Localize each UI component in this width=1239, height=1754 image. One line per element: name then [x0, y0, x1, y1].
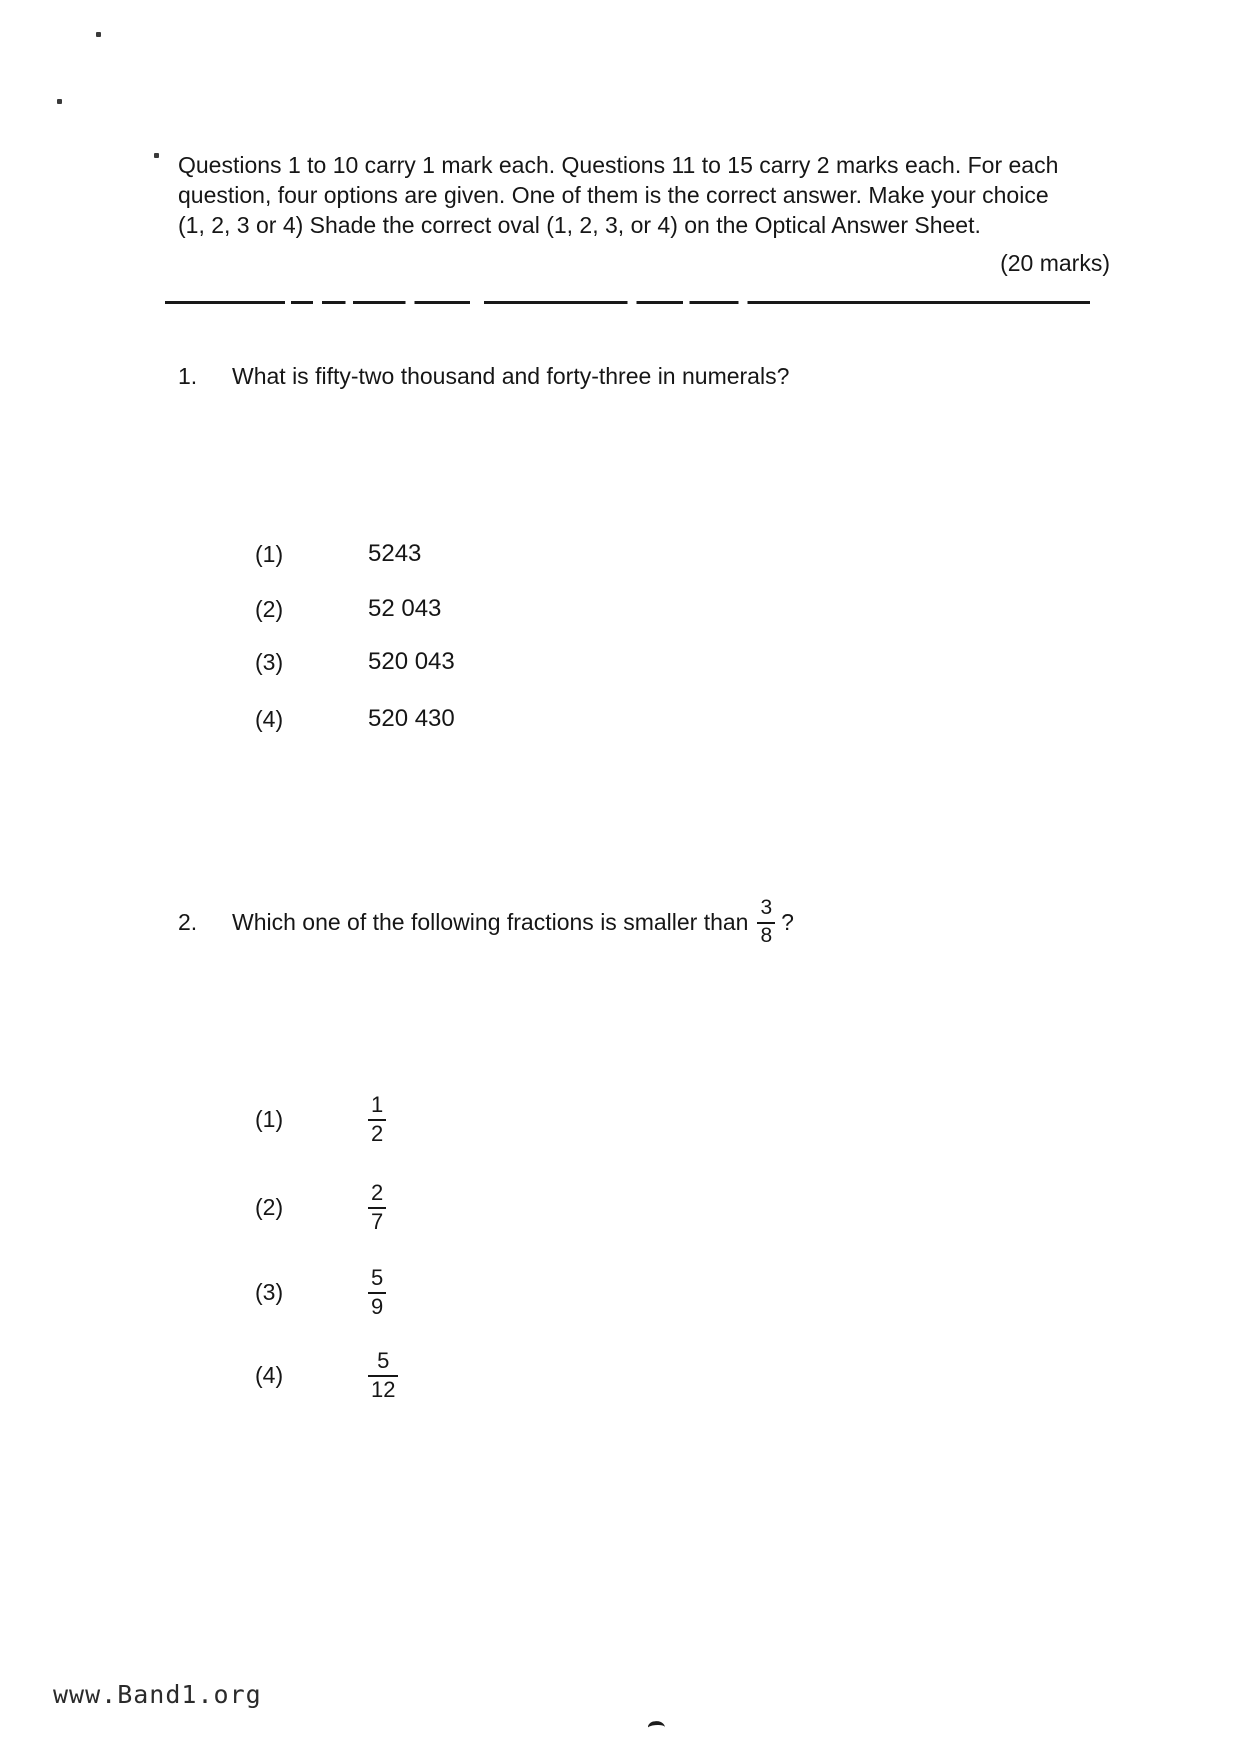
- q1-option-4: [255, 705, 455, 733]
- fraction-denominator: 7: [368, 1207, 386, 1234]
- option-label: (3): [255, 1279, 284, 1305]
- instructions-line-2: question, four options are given. One of them is the correct answer. Make your choice: [178, 182, 1049, 208]
- q1-option-1: [255, 540, 421, 568]
- fraction-five-twelfths: [368, 1349, 398, 1402]
- option-label: (4): [255, 1362, 284, 1388]
- scan-smudge: [647, 1720, 665, 1735]
- question-2: [178, 890, 794, 954]
- option-value: 520 043: [368, 648, 455, 675]
- fraction-numerator: 3: [760, 895, 773, 919]
- fraction-numerator: 1: [371, 1091, 384, 1117]
- scan-speck: [154, 153, 159, 158]
- q2-option-2: [255, 1175, 386, 1239]
- q2-option-3: [255, 1260, 386, 1324]
- instructions-block: [178, 150, 1110, 278]
- option-label: (2): [255, 1194, 284, 1220]
- fraction-five-ninths: [368, 1266, 386, 1319]
- option-label: (3): [255, 649, 284, 675]
- option-value: 52 043: [368, 595, 442, 622]
- question-1-number: 1.: [178, 363, 198, 389]
- scan-speck: [57, 99, 62, 104]
- q2-option-1: [255, 1087, 386, 1151]
- watermark-url: www.Band1.org: [53, 1680, 262, 1709]
- instructions-line-3: (1, 2, 3 or 4) Shade the correct oval (1, 2, 3, or 4) on the Optical Answer Sheet.: [178, 212, 981, 238]
- option-label: (1): [255, 541, 284, 567]
- option-label: (1): [255, 1106, 284, 1132]
- question-1: [178, 362, 789, 390]
- fraction-three-eighths: [757, 897, 775, 947]
- marks-total-label: (20 marks): [1000, 250, 1110, 276]
- fraction-one-half: [368, 1093, 386, 1146]
- option-label: (2): [255, 596, 284, 622]
- question-2-text: Which one of the following fractions is smaller than: [232, 909, 749, 935]
- scan-speck: [96, 32, 101, 37]
- fraction-denominator: 9: [368, 1292, 386, 1319]
- q1-option-3: [255, 648, 455, 676]
- fraction-numerator: 5: [377, 1347, 390, 1373]
- section-divider-line: [165, 301, 1090, 304]
- option-value: 5243: [368, 540, 422, 567]
- fraction-two-sevenths: [368, 1181, 386, 1234]
- question-1-text: What is fifty-two thousand and forty-three in numerals?: [232, 363, 790, 389]
- fraction-denominator: 8: [757, 922, 775, 948]
- option-label: (4): [255, 706, 284, 732]
- fraction-numerator: 5: [371, 1264, 384, 1290]
- fraction-denominator: 12: [368, 1375, 398, 1402]
- q1-option-2: [255, 595, 441, 623]
- instructions-line-1: Questions 1 to 10 carry 1 mark each. Questions 11 to 15 carry 2 marks each. For each: [178, 152, 1059, 178]
- q2-option-4: [255, 1343, 398, 1407]
- option-value: 520 430: [368, 705, 455, 732]
- question-2-punctuation: ?: [781, 909, 794, 935]
- question-2-number: 2.: [178, 909, 198, 935]
- fraction-numerator: 2: [371, 1179, 384, 1205]
- fraction-denominator: 2: [368, 1119, 386, 1146]
